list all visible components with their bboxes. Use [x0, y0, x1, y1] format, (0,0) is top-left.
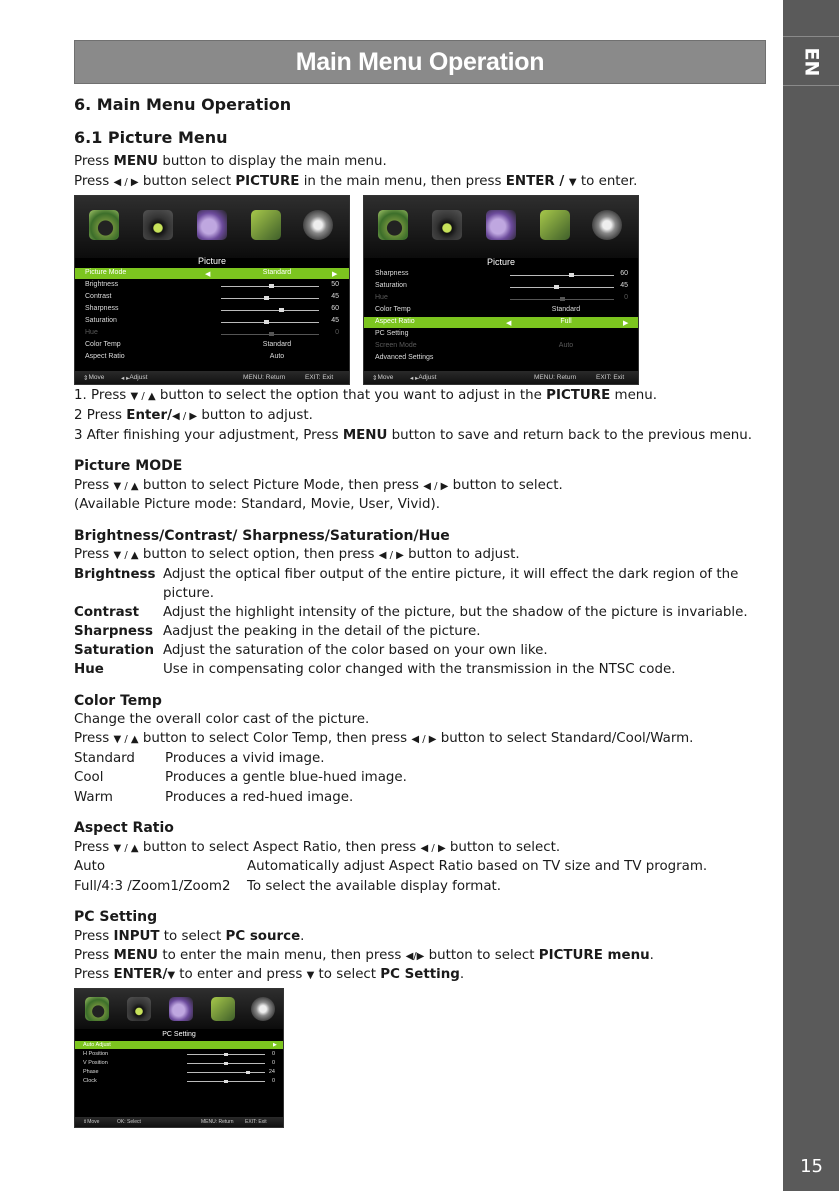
pc-line-3: Press ENTER/▼ to enter and press ▼ to select PC Setting. [74, 967, 465, 982]
term: Brightness [74, 567, 156, 582]
term-desc: Produces a gentle blue-hued image. [165, 770, 407, 785]
menu-row: Saturation 45 [375, 282, 628, 289]
menu-row: H Position 0 [83, 1051, 275, 1057]
time-icon [169, 997, 193, 1021]
aspect-line: Press ▼ / ▲ button to select Aspect Ratio, then press ◀ / ▶ button to select. [74, 840, 561, 855]
term: Warm [74, 790, 113, 805]
menu-row: Aspect Ratio ◀ Full ▶ [364, 317, 638, 328]
lock-icon [211, 997, 235, 1021]
color-temp-line: Press ▼ / ▲ button to select Color Temp, then press ◀ / ▶ button to select Standard/Cool/Warm. [74, 731, 694, 746]
step-3: 3 After finishing your adjustment, Press MENU button to save and return back to the previous menu. [74, 428, 753, 443]
menu-row: Sharpness 60 [85, 305, 339, 312]
term-desc-cont: picture. [163, 586, 215, 601]
menu-row: Contrast 45 [85, 293, 339, 300]
page-number: 15 [800, 1156, 823, 1177]
picture-mode-heading: Picture MODE [74, 458, 183, 474]
menu-footer: ⇕ Move ◂ ▸ Adjust MENU: Return EXIT: Exit [75, 371, 349, 384]
intro-line-2: Press ◀ / ▶ button select PICTURE in the main menu, then press ENTER / ▼ to enter. [74, 174, 638, 189]
setup-icon [592, 210, 622, 240]
term: Hue [74, 662, 104, 677]
term-desc: Automatically adjust Aspect Ratio based on TV size and TV program. [247, 859, 708, 874]
menu-row: PC Setting [375, 330, 409, 337]
menu-row: Color Temp Standard [375, 306, 581, 313]
page-banner: Main Menu Operation [74, 40, 766, 84]
sound-icon [127, 997, 151, 1021]
side-tab [783, 0, 839, 1191]
subsection-heading: 6.1 Picture Menu [74, 128, 228, 147]
menu-icon-strip [75, 989, 283, 1029]
setup-icon [303, 210, 333, 240]
term-desc: Produces a red-hued image. [165, 790, 354, 805]
menu-row: Saturation 45 [85, 317, 339, 324]
term-desc: Aadjust the peaking in the detail of the picture. [163, 624, 481, 639]
menu-row: Phase 24 [83, 1069, 275, 1075]
menu-title: Picture [486, 257, 515, 267]
picture-icon [89, 210, 119, 240]
lock-icon [251, 210, 281, 240]
picture-menu-screen-2 [363, 195, 639, 385]
menu-row: Screen Mode Auto [375, 342, 574, 349]
pc-line-1: Press INPUT to select PC source. [74, 929, 305, 944]
term-desc: Adjust the optical fiber output of the entire picture, it will effect the dark region of the [163, 567, 739, 582]
menu-row: Hue 0 [85, 329, 339, 336]
menu-icon-strip [75, 196, 349, 258]
picture-mode-available: (Available Picture mode: Standard, Movie, User, Vivid). [74, 497, 440, 512]
step-1: 1. Press ▼ / ▲ button to select the option that you want to adjust in the PICTURE menu. [74, 388, 658, 403]
pc-heading: PC Setting [74, 909, 158, 925]
term-desc: Adjust the saturation of the color based on your own like. [163, 643, 548, 658]
menu-row: Picture Mode ◀ Standard ▶ [75, 268, 349, 279]
menu-title: Picture [197, 256, 226, 266]
pc-setting-screen [74, 988, 284, 1128]
picture-menu-screen-1 [74, 195, 350, 385]
menu-row: V Position 0 [83, 1060, 275, 1066]
sound-icon [432, 210, 462, 240]
picture-icon [85, 997, 109, 1021]
menu-row: Color Temp Standard [85, 341, 292, 348]
picture-icon [378, 210, 408, 240]
color-temp-desc: Change the overall color cast of the picture. [74, 712, 370, 727]
term: Auto [74, 859, 106, 874]
menu-row: Hue 0 [375, 294, 628, 301]
language-label: EN [799, 47, 822, 77]
setup-icon [251, 997, 275, 1021]
step-2: 2 Press Enter/◀ / ▶ button to adjust. [74, 408, 313, 423]
picture-mode-line: Press ▼ / ▲ button to select Picture Mode, then press ◀ / ▶ button to select. [74, 478, 563, 493]
term: Standard [74, 751, 135, 766]
menu-footer: ⇕ Move OK: Select MENU: Return EXIT: Exit [75, 1117, 283, 1127]
menu-row: Sharpness 60 [375, 270, 628, 277]
aspect-heading: Aspect Ratio [74, 820, 174, 836]
term: Contrast [74, 605, 139, 620]
term: Saturation [74, 643, 154, 658]
menu-row: Aspect Ratio Auto [85, 353, 285, 360]
term-desc: To select the available display format. [247, 879, 502, 894]
term: Sharpness [74, 624, 153, 639]
menu-row: Auto Adjust ▶ [75, 1041, 283, 1049]
menu-row: Brightness 50 [85, 281, 339, 288]
pc-line-2: Press MENU to enter the main menu, then press ◀/▶ button to select PICTURE menu. [74, 948, 654, 963]
term-desc: Adjust the highlight intensity of the picture, but the shadow of the picture is invariable. [163, 605, 748, 620]
sound-icon [143, 210, 173, 240]
term: Cool [74, 770, 104, 785]
time-icon [486, 210, 516, 240]
menu-row: Clock 0 [83, 1078, 275, 1084]
menu-footer: ⇕ Move ◂ ▸ Adjust MENU: Return EXIT: Exit [364, 371, 638, 384]
color-temp-heading: Color Temp [74, 693, 162, 709]
lock-icon [540, 210, 570, 240]
menu-row: Advanced Settings [375, 354, 434, 361]
menu-title: PC Setting [162, 1031, 196, 1038]
term-desc: Use in compensating color changed with the transmission in the NTSC code. [163, 662, 676, 677]
adjust-heading: Brightness/Contrast/ Sharpness/Saturation/Hue [74, 528, 450, 544]
intro-line-1: Press MENU button to display the main menu. [74, 154, 387, 169]
section-heading: 6. Main Menu Operation [74, 95, 292, 114]
time-icon [197, 210, 227, 240]
term: Full/4:3 /Zoom1/Zoom2 [74, 879, 231, 894]
menu-icon-strip [364, 196, 638, 258]
adjust-line: Press ▼ / ▲ button to select option, then press ◀ / ▶ button to adjust. [74, 547, 520, 562]
term-desc: Produces a vivid image. [165, 751, 325, 766]
